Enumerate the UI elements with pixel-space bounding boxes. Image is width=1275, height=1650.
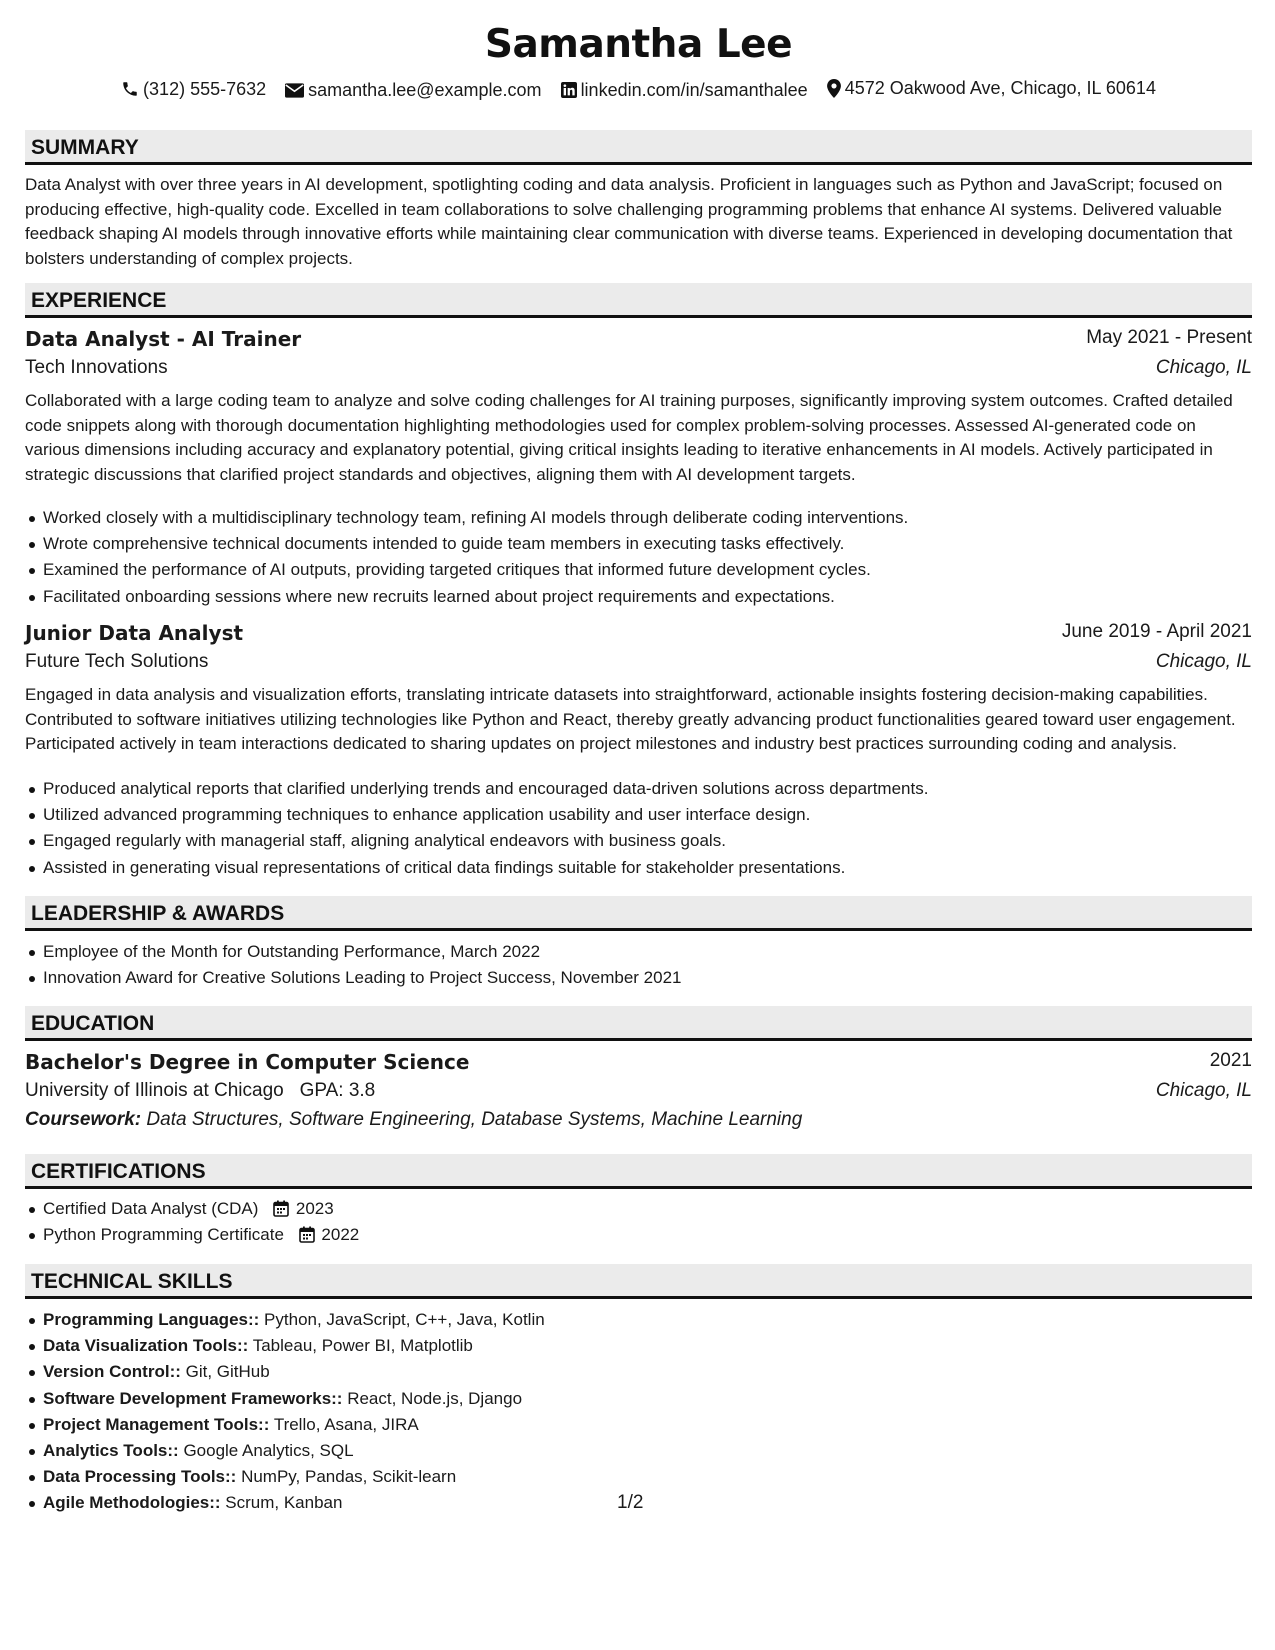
list-item: Innovation Award for Creative Solutions Leading to Project Success, November 2021 bbox=[43, 965, 1270, 991]
list-item bbox=[43, 1333, 1270, 1359]
list-item bbox=[43, 1464, 1270, 1490]
certification-year: 2022 bbox=[321, 1225, 360, 1245]
job-title: Junior Data Analyst bbox=[25, 621, 244, 645]
list-item: Engaged regularly with managerial staff, aligning analytical endeavors with business goals. bbox=[43, 828, 1270, 854]
resume-page bbox=[25, 0, 1252, 1650]
certification-year: 2023 bbox=[295, 1199, 334, 1218]
summary-heading bbox=[25, 130, 1252, 165]
calendar-icon bbox=[299, 1226, 315, 1243]
job-header bbox=[25, 327, 1252, 357]
school-row bbox=[25, 1080, 1252, 1110]
skills-list bbox=[25, 1307, 1270, 1517]
job-location: Chicago, IL bbox=[1155, 357, 1252, 378]
linkedin-icon bbox=[561, 82, 577, 98]
list-item bbox=[43, 1438, 1270, 1464]
list-item bbox=[43, 1307, 1270, 1333]
skill-value: Trello, Asana, JIRA bbox=[273, 1414, 419, 1434]
skill-value: Python, JavaScript, C++, Java, Kotlin bbox=[264, 1310, 545, 1329]
skill-label: Project Management Tools:: bbox=[43, 1414, 270, 1434]
map-marker-icon bbox=[827, 79, 841, 98]
job-description: Collaborated with a large coding team to analyze and solve coding challenges for AI training purposes, significantly improving system outcomes. Crafted detailed code snippets along with thorough documentation highlighting methodologies used for complex problem-solving processes. Assessed AI-generated code on various dimensions including accuracy and explanatory potential, giving critical insights leading to iterative enhancements in AI models. Actively participated in strategic discussions that clarified project standards and objectives, aligning them with AI development targets. bbox=[25, 391, 1233, 484]
coursework-label: Coursework: bbox=[25, 1109, 142, 1130]
skill-value: Tableau, Power BI, Matplotlib bbox=[252, 1336, 473, 1356]
list-item: Examined the performance of AI outputs, providing targeted critiques that informed future development cycles. bbox=[43, 557, 1270, 583]
job-header bbox=[25, 621, 1252, 651]
job-company: Tech Innovations bbox=[25, 357, 168, 378]
list-item bbox=[43, 1412, 1270, 1438]
certifications-heading bbox=[25, 1154, 1252, 1189]
leadership-heading bbox=[25, 896, 1252, 931]
summary-text: Data Analyst with over three years in AI development, spotlighting coding and data analysis. Proficient in languages such as Python and JavaScript; focused on producing effective, high-quality code. Excelled in team collaborations to solve challenging programming problems that enhance AI systems. Delivered valuable feedback shaping AI models through innovative efforts while maintaining clear communication with diverse teams. Experienced in developing documentation that bolsters understanding of complex projects. bbox=[25, 175, 1233, 268]
list-item bbox=[43, 1359, 1270, 1385]
list-item: Facilitated onboarding sessions where new recruits learned about project requirements and expectations. bbox=[43, 584, 1270, 610]
skill-value: NumPy, Pandas, Scikit-learn bbox=[241, 1467, 457, 1487]
section-title: EDUCATION bbox=[31, 1012, 155, 1035]
skill-value: Google Analytics, SQL bbox=[183, 1440, 354, 1460]
list-item bbox=[43, 1386, 1270, 1412]
list-item bbox=[43, 1196, 1270, 1222]
job-company-row bbox=[25, 357, 1252, 387]
gpa: GPA: 3.8 bbox=[299, 1080, 376, 1101]
section-title: EXPERIENCE bbox=[31, 289, 167, 312]
skill-value: Git, GitHub bbox=[185, 1362, 270, 1382]
phone-icon bbox=[121, 80, 139, 98]
section-title: SUMMARY bbox=[31, 136, 139, 159]
section-title: LEADERSHIP & AWARDS bbox=[31, 902, 285, 925]
list-item: Assisted in generating visual representations of critical data findings suitable for stakeholder presentations. bbox=[43, 855, 1270, 881]
list-item bbox=[43, 1490, 1270, 1516]
school-info bbox=[25, 1080, 375, 1102]
certification-name: Certified Data Analyst (CDA) bbox=[43, 1199, 259, 1218]
skill-value: Scrum, Kanban bbox=[225, 1493, 343, 1513]
envelope-icon bbox=[285, 83, 304, 98]
degree-name: Bachelor's Degree in Computer Science bbox=[25, 1050, 470, 1074]
skill-label: Agile Methodologies:: bbox=[43, 1493, 221, 1513]
page-number: 1/2 bbox=[617, 1492, 644, 1513]
awards-list bbox=[25, 939, 1270, 991]
experience-heading bbox=[25, 283, 1252, 318]
school-location: Chicago, IL bbox=[1155, 1080, 1252, 1101]
street-address: 4572 Oakwood Ave, Chicago, IL 60614 bbox=[844, 78, 1156, 98]
contact-linkedin[interactable] bbox=[561, 80, 808, 101]
list-item bbox=[43, 1222, 1270, 1248]
candidate-name: Samantha Lee bbox=[484, 22, 793, 67]
job-bullets bbox=[25, 505, 1270, 610]
job-company: Future Tech Solutions bbox=[25, 651, 209, 672]
job-bullets bbox=[25, 776, 1270, 881]
skill-label: Analytics Tools:: bbox=[43, 1440, 179, 1460]
coursework bbox=[25, 1109, 1252, 1131]
skill-value: React, Node.js, Django bbox=[347, 1388, 523, 1408]
list-item: Worked closely with a multidisciplinary technology team, refining AI models through deliberate coding interventions. bbox=[43, 505, 1270, 531]
certification-name: Python Programming Certificate bbox=[43, 1225, 284, 1245]
skills-heading bbox=[25, 1264, 1252, 1299]
job-company-row bbox=[25, 651, 1252, 681]
phone-number: (312) 555-7632 bbox=[143, 78, 267, 99]
education-heading bbox=[25, 1006, 1252, 1041]
skill-label: Data Processing Tools:: bbox=[43, 1467, 237, 1487]
linkedin-url[interactable]: linkedin.com/in/samanthalee bbox=[580, 79, 808, 100]
skill-label: Version Control:: bbox=[43, 1362, 181, 1382]
contact-address bbox=[827, 78, 1156, 99]
job-date: June 2019 - April 2021 bbox=[1061, 621, 1252, 642]
section-title: CERTIFICATIONS bbox=[31, 1160, 206, 1183]
certifications-list bbox=[25, 1196, 1270, 1248]
job-location: Chicago, IL bbox=[1155, 651, 1252, 672]
degree-row bbox=[25, 1050, 1252, 1080]
job-title: Data Analyst - AI Trainer bbox=[25, 327, 302, 351]
school-name: University of Illinois at Chicago bbox=[25, 1080, 284, 1101]
skill-label: Software Development Frameworks:: bbox=[43, 1388, 343, 1408]
list-item: Employee of the Month for Outstanding Performance, March 2022 bbox=[43, 939, 1270, 965]
list-item: Utilized advanced programming techniques to enhance application usability and user interface design. bbox=[43, 802, 1270, 828]
graduation-year: 2021 bbox=[1209, 1050, 1252, 1071]
list-item: Produced analytical reports that clarified underlying trends and encouraged data-driven solutions across departments. bbox=[43, 776, 1270, 802]
section-title: TECHNICAL SKILLS bbox=[31, 1270, 233, 1293]
coursework-list: Data Structures, Software Engineering, Database Systems, Machine Learning bbox=[146, 1109, 803, 1130]
contact-email[interactable] bbox=[285, 80, 541, 101]
contact-bar bbox=[25, 78, 1252, 103]
job-description: Engaged in data analysis and visualization efforts, translating intricate datasets into straightforward, actionable insights fostering decision-making capabilities. Contributed to software initiatives utilizing technologies like Python and React, thereby greatly advancing product functionalities geared toward user engagement. Participated actively in team interactions dedicated to sharing updates on project milestones and industry best practices surrounding coding and analysis. bbox=[25, 685, 1236, 753]
email-address[interactable]: samantha.lee@example.com bbox=[308, 80, 542, 100]
list-item: Wrote comprehensive technical documents intended to guide team members in executing tasks effectively. bbox=[43, 531, 1270, 557]
calendar-icon bbox=[273, 1200, 289, 1217]
skill-label: Data Visualization Tools:: bbox=[43, 1336, 249, 1356]
skill-label: Programming Languages:: bbox=[43, 1310, 260, 1329]
contact-phone bbox=[121, 79, 266, 100]
job-date: May 2021 - Present bbox=[1086, 327, 1252, 348]
